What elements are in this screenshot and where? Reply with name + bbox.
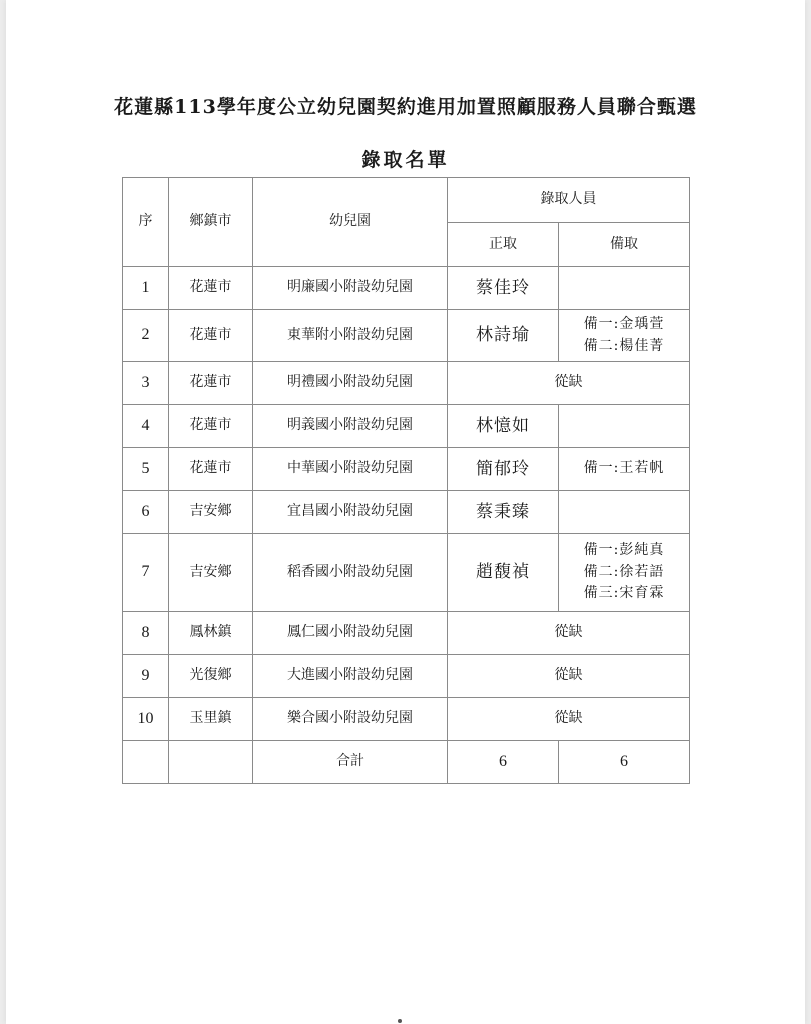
cell-seq: 2 [123, 310, 169, 362]
cell-township: 玉里鎮 [169, 698, 253, 741]
page-subtitle: 錄取名單 [361, 149, 450, 171]
table-row [123, 310, 690, 362]
cell-township: 吉安鄉 [169, 534, 253, 612]
table-row [123, 267, 690, 310]
backup-entry: 備一:彭純真 [583, 541, 665, 558]
table-row [123, 534, 690, 612]
page-title: 花蓮縣113學年度公立幼兒園契約進用加置照顧服務人員聯合甄選 [114, 96, 697, 118]
cell-regular: 蔡佳玲 [448, 267, 559, 310]
cell-township: 花蓮市 [169, 267, 253, 310]
cell-township: 花蓮市 [169, 405, 253, 448]
cell-township: 花蓮市 [169, 310, 253, 362]
total-backup: 6 [559, 741, 690, 784]
cell-empty [169, 741, 253, 784]
backup-entry: 備三:宋育霖 [583, 585, 665, 602]
table-row [123, 491, 690, 534]
cell-seq: 9 [123, 655, 169, 698]
cell-kindergarten: 大進國小附設幼兒園 [253, 655, 448, 698]
cell-kindergarten: 明禮國小附設幼兒園 [253, 362, 448, 405]
table-row [123, 698, 690, 741]
cell-backup [559, 310, 690, 362]
cell-kindergarten: 東華附小附設幼兒園 [253, 310, 448, 362]
cell-backup [559, 267, 690, 310]
backup-entry: 備二:楊佳菁 [583, 337, 665, 354]
cell-vacant: 從缺 [448, 698, 690, 741]
cell-kindergarten: 稻香國小附設幼兒園 [253, 534, 448, 612]
cell-seq: 1 [123, 267, 169, 310]
cell-kindergarten: 鳳仁國小附設幼兒園 [253, 612, 448, 655]
backup-entry: 備一:金瑀萱 [583, 315, 665, 332]
cell-kindergarten: 明義國小附設幼兒園 [253, 405, 448, 448]
table-row [123, 612, 690, 655]
cell-vacant: 從缺 [448, 362, 690, 405]
cell-regular: 林詩瑜 [448, 310, 559, 362]
cell-kindergarten: 樂合國小附設幼兒園 [253, 698, 448, 741]
header-kindergarten: 幼兒園 [253, 178, 448, 267]
total-regular: 6 [448, 741, 559, 784]
cell-township: 花蓮市 [169, 362, 253, 405]
header-regular: 正取 [448, 223, 559, 267]
cell-regular: 林憶如 [448, 405, 559, 448]
cell-regular: 簡郁玲 [448, 448, 559, 491]
table-row [123, 405, 690, 448]
cell-seq: 8 [123, 612, 169, 655]
admission-table [122, 177, 690, 784]
cell-kindergarten: 宜昌國小附設幼兒園 [253, 491, 448, 534]
cell-backup [559, 448, 690, 491]
cell-kindergarten: 中華國小附設幼兒園 [253, 448, 448, 491]
total-label: 合計 [253, 741, 448, 784]
table-row [123, 362, 690, 405]
cell-empty [123, 741, 169, 784]
header-backup: 備取 [559, 223, 690, 267]
cell-backup [559, 405, 690, 448]
header-seq: 序 [123, 178, 169, 267]
backup-entry: 備二:徐若語 [583, 563, 665, 580]
cell-backup [559, 534, 690, 612]
header-admitted: 錄取人員 [448, 178, 690, 223]
backup-entry: 備一:王若帆 [583, 460, 665, 477]
cell-seq: 10 [123, 698, 169, 741]
cell-township: 花蓮市 [169, 448, 253, 491]
cell-backup [559, 491, 690, 534]
header-township: 鄉鎮市 [169, 178, 253, 267]
page-indicator-dot [398, 1019, 402, 1023]
cell-township: 吉安鄉 [169, 491, 253, 534]
cell-seq: 4 [123, 405, 169, 448]
cell-regular: 蔡秉臻 [448, 491, 559, 534]
total-row [123, 741, 690, 784]
cell-seq: 5 [123, 448, 169, 491]
cell-vacant: 從缺 [448, 612, 690, 655]
cell-regular: 趙馥禎 [448, 534, 559, 612]
cell-vacant: 從缺 [448, 655, 690, 698]
cell-seq: 7 [123, 534, 169, 612]
cell-seq: 3 [123, 362, 169, 405]
table-row [123, 448, 690, 491]
cell-township: 鳳林鎮 [169, 612, 253, 655]
cell-seq: 6 [123, 491, 169, 534]
table-row [123, 655, 690, 698]
cell-township: 光復鄉 [169, 655, 253, 698]
cell-kindergarten: 明廉國小附設幼兒園 [253, 267, 448, 310]
